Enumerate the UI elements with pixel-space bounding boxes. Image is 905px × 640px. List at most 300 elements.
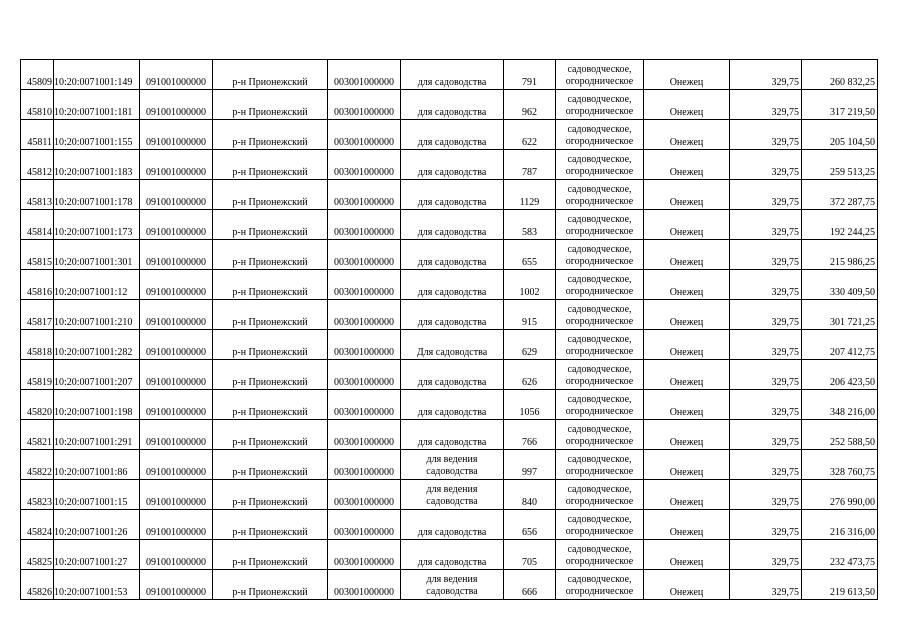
- cadastral-value-cell: [802, 210, 878, 240]
- cadastral-value: 260 832,25: [830, 77, 875, 88]
- row-number: 45825: [27, 557, 52, 568]
- specific-value-cell: [730, 240, 802, 270]
- territory-code-cell: [328, 450, 401, 480]
- cadastral-value-cell: [802, 450, 878, 480]
- use-category-cell: [556, 510, 644, 540]
- territory-code: 003001000000: [334, 287, 394, 298]
- district-name-cell: [213, 300, 328, 330]
- cadastral-value: 216 316,00: [830, 527, 875, 538]
- okato-code-cell: [140, 240, 213, 270]
- table-row: [21, 480, 878, 510]
- specific-value-cell: [730, 150, 802, 180]
- plot-area: 915: [522, 317, 537, 328]
- use-category-cell: [556, 300, 644, 330]
- use-category-cell: [556, 150, 644, 180]
- use-category-cell: [556, 240, 644, 270]
- okato-code-cell: [140, 150, 213, 180]
- specific-value: 329,75: [771, 167, 799, 178]
- use-category: садоводческое, огородническое: [565, 364, 634, 387]
- use-category: садоводческое, огородническое: [565, 454, 634, 477]
- okato-code: 091001000000: [146, 497, 206, 508]
- row-number-cell: [21, 60, 54, 90]
- plot-area: 1129: [519, 197, 540, 208]
- territory-code-cell: [328, 390, 401, 420]
- plot-area: 1056: [519, 407, 540, 418]
- row-number: 45819: [27, 377, 52, 388]
- okato-code: 091001000000: [146, 137, 206, 148]
- plot-area-cell: [504, 360, 556, 390]
- territory-code: 003001000000: [334, 77, 394, 88]
- okato-code: 091001000000: [146, 587, 206, 598]
- row-number: 45822: [27, 467, 52, 478]
- settlement-name: Онежец: [669, 167, 704, 178]
- permitted-use: для садоводства: [417, 527, 487, 538]
- use-category-cell: [556, 450, 644, 480]
- cadastral-value-cell: [802, 150, 878, 180]
- okato-code-cell: [140, 60, 213, 90]
- okato-code-cell: [140, 420, 213, 450]
- okato-code: 091001000000: [146, 107, 206, 118]
- okato-code: 091001000000: [146, 437, 206, 448]
- specific-value: 329,75: [771, 137, 799, 148]
- okato-code-cell: [140, 300, 213, 330]
- okato-code-cell: [140, 390, 213, 420]
- use-category-cell: [556, 360, 644, 390]
- plot-area: 655: [522, 257, 537, 268]
- specific-value-cell: [730, 330, 802, 360]
- district-name-cell: [213, 450, 328, 480]
- territory-code: 003001000000: [334, 407, 394, 418]
- row-number: 45820: [27, 407, 52, 418]
- settlement-name-cell: [644, 90, 730, 120]
- district-name: р-н Прионежский: [232, 137, 308, 148]
- territory-code: 003001000000: [334, 227, 394, 238]
- permitted-use-cell: [401, 300, 504, 330]
- district-name-cell: [213, 120, 328, 150]
- permitted-use: для садоводства: [417, 167, 487, 178]
- plot-area: 656: [522, 527, 537, 538]
- settlement-name-cell: [644, 360, 730, 390]
- use-category-cell: [556, 570, 644, 600]
- district-name-cell: [213, 360, 328, 390]
- settlement-name: Онежец: [669, 497, 704, 508]
- cadastral-number-cell: [54, 360, 140, 390]
- permitted-use-cell: [401, 360, 504, 390]
- permitted-use-cell: [401, 480, 504, 510]
- cadastral-number-cell: [54, 450, 140, 480]
- row-number: 45821: [27, 437, 52, 448]
- row-number: 45813: [27, 197, 52, 208]
- row-number: 45812: [27, 167, 52, 178]
- district-name-cell: [213, 510, 328, 540]
- district-name-cell: [213, 180, 328, 210]
- land-plot-table: [20, 59, 878, 600]
- cadastral-number-cell: [54, 510, 140, 540]
- permitted-use-cell: [401, 510, 504, 540]
- row-number-cell: [21, 390, 54, 420]
- territory-code-cell: [328, 420, 401, 450]
- cadastral-number: 10:20:0071001:183: [54, 167, 133, 178]
- okato-code-cell: [140, 120, 213, 150]
- settlement-name: Онежец: [669, 197, 704, 208]
- permitted-use-cell: [401, 420, 504, 450]
- plot-area-cell: [504, 180, 556, 210]
- district-name-cell: [213, 330, 328, 360]
- row-number: 45811: [27, 137, 52, 148]
- district-name: р-н Прионежский: [232, 77, 308, 88]
- settlement-name: Онежец: [669, 287, 704, 298]
- district-name-cell: [213, 480, 328, 510]
- settlement-name-cell: [644, 300, 730, 330]
- okato-code-cell: [140, 360, 213, 390]
- use-category-cell: [556, 420, 644, 450]
- okato-code-cell: [140, 570, 213, 600]
- district-name: р-н Прионежский: [232, 377, 308, 388]
- plot-area-cell: [504, 270, 556, 300]
- cadastral-number-cell: [54, 120, 140, 150]
- permitted-use: для садоводства: [417, 77, 487, 88]
- cadastral-value: 205 104,50: [830, 137, 875, 148]
- table-row: [21, 240, 878, 270]
- plot-area: 997: [522, 467, 537, 478]
- plot-area-cell: [504, 90, 556, 120]
- row-number-cell: [21, 510, 54, 540]
- settlement-name-cell: [644, 60, 730, 90]
- table-row: [21, 150, 878, 180]
- specific-value: 329,75: [771, 377, 799, 388]
- use-category: садоводческое, огородническое: [565, 64, 634, 87]
- district-name-cell: [213, 210, 328, 240]
- district-name: р-н Прионежский: [232, 437, 308, 448]
- cadastral-number-cell: [54, 330, 140, 360]
- territory-code-cell: [328, 360, 401, 390]
- cadastral-value: 328 760,75: [830, 467, 875, 478]
- use-category-cell: [556, 270, 644, 300]
- plot-area-cell: [504, 330, 556, 360]
- permitted-use-cell: [401, 540, 504, 570]
- cadastral-value: 330 409,50: [830, 287, 875, 298]
- plot-area: 583: [522, 227, 537, 238]
- district-name: р-н Прионежский: [232, 527, 308, 538]
- cadastral-value-cell: [802, 300, 878, 330]
- specific-value: 329,75: [771, 467, 799, 478]
- specific-value: 329,75: [771, 257, 799, 268]
- settlement-name: Онежец: [669, 467, 704, 478]
- cadastral-value-cell: [802, 180, 878, 210]
- table-body: [21, 60, 878, 600]
- district-name: р-н Прионежский: [232, 587, 308, 598]
- plot-area-cell: [504, 420, 556, 450]
- specific-value-cell: [730, 270, 802, 300]
- settlement-name-cell: [644, 450, 730, 480]
- specific-value-cell: [730, 390, 802, 420]
- permitted-use: для ведения садоводства: [426, 454, 478, 477]
- use-category-cell: [556, 90, 644, 120]
- plot-area-cell: [504, 150, 556, 180]
- table-row: [21, 60, 878, 90]
- specific-value-cell: [730, 570, 802, 600]
- row-number: 45810: [27, 107, 52, 118]
- use-category-cell: [556, 120, 644, 150]
- cadastral-number: 10:20:0071001:53: [54, 587, 128, 598]
- territory-code: 003001000000: [334, 347, 394, 358]
- settlement-name: Онежец: [669, 77, 704, 88]
- use-category: садоводческое, огородническое: [565, 244, 634, 267]
- territory-code: 003001000000: [334, 557, 394, 568]
- permitted-use: для ведения садоводства: [426, 574, 478, 597]
- specific-value: 329,75: [771, 197, 799, 208]
- territory-code-cell: [328, 540, 401, 570]
- cadastral-number: 10:20:0071001:26: [54, 527, 128, 538]
- plot-area-cell: [504, 510, 556, 540]
- permitted-use: для садоводства: [417, 197, 487, 208]
- row-number: 45823: [27, 497, 52, 508]
- okato-code: 091001000000: [146, 77, 206, 88]
- permitted-use: Для садоводства: [416, 347, 488, 358]
- use-category: садоводческое, огородническое: [565, 514, 634, 537]
- territory-code: 003001000000: [334, 467, 394, 478]
- use-category: садоводческое, огородническое: [565, 424, 634, 447]
- okato-code: 091001000000: [146, 347, 206, 358]
- permitted-use-cell: [401, 90, 504, 120]
- okato-code: 091001000000: [146, 407, 206, 418]
- territory-code: 003001000000: [334, 107, 394, 118]
- okato-code: 091001000000: [146, 377, 206, 388]
- row-number-cell: [21, 450, 54, 480]
- cadastral-number-cell: [54, 570, 140, 600]
- specific-value-cell: [730, 480, 802, 510]
- use-category-cell: [556, 60, 644, 90]
- cadastral-value: 301 721,25: [830, 317, 875, 328]
- territory-code: 003001000000: [334, 317, 394, 328]
- territory-code: 003001000000: [334, 437, 394, 448]
- cadastral-number: 10:20:0071001:27: [54, 557, 128, 568]
- use-category: садоводческое, огородническое: [565, 574, 634, 597]
- district-name: р-н Прионежский: [232, 107, 308, 118]
- okato-code: 091001000000: [146, 257, 206, 268]
- district-name-cell: [213, 60, 328, 90]
- permitted-use: для садоводства: [417, 137, 487, 148]
- row-number-cell: [21, 330, 54, 360]
- cadastral-number: 10:20:0071001:178: [54, 197, 133, 208]
- cadastral-value: 276 990,00: [830, 497, 875, 508]
- cadastral-number-cell: [54, 390, 140, 420]
- table-row: [21, 120, 878, 150]
- district-name: р-н Прионежский: [232, 197, 308, 208]
- specific-value: 329,75: [771, 527, 799, 538]
- okato-code-cell: [140, 270, 213, 300]
- cadastral-number: 10:20:0071001:149: [54, 77, 133, 88]
- row-number: 45818: [27, 347, 52, 358]
- plot-area: 622: [522, 137, 537, 148]
- territory-code-cell: [328, 120, 401, 150]
- row-number-cell: [21, 120, 54, 150]
- table-row: [21, 540, 878, 570]
- cadastral-number-cell: [54, 90, 140, 120]
- territory-code: 003001000000: [334, 587, 394, 598]
- cadastral-value-cell: [802, 240, 878, 270]
- specific-value-cell: [730, 90, 802, 120]
- specific-value-cell: [730, 420, 802, 450]
- cadastral-number: 10:20:0071001:282: [54, 347, 133, 358]
- okato-code: 091001000000: [146, 167, 206, 178]
- okato-code-cell: [140, 480, 213, 510]
- specific-value-cell: [730, 540, 802, 570]
- settlement-name: Онежец: [669, 557, 704, 568]
- use-category: садоводческое, огородническое: [565, 94, 634, 117]
- district-name: р-н Прионежский: [232, 497, 308, 508]
- settlement-name: Онежец: [669, 227, 704, 238]
- permitted-use: для садоводства: [417, 377, 487, 388]
- specific-value-cell: [730, 360, 802, 390]
- row-number-cell: [21, 300, 54, 330]
- settlement-name: Онежец: [669, 527, 704, 538]
- cadastral-number: 10:20:0071001:86: [54, 467, 128, 478]
- territory-code-cell: [328, 510, 401, 540]
- district-name: р-н Прионежский: [232, 557, 308, 568]
- district-name-cell: [213, 570, 328, 600]
- specific-value: 329,75: [771, 227, 799, 238]
- specific-value-cell: [730, 450, 802, 480]
- cadastral-value: 207 412,75: [830, 347, 875, 358]
- settlement-name-cell: [644, 180, 730, 210]
- district-name: р-н Прионежский: [232, 257, 308, 268]
- territory-code: 003001000000: [334, 497, 394, 508]
- territory-code-cell: [328, 150, 401, 180]
- settlement-name: Онежец: [669, 317, 704, 328]
- row-number-cell: [21, 360, 54, 390]
- use-category-cell: [556, 180, 644, 210]
- district-name: р-н Прионежский: [232, 347, 308, 358]
- plot-area: 962: [522, 107, 537, 118]
- district-name-cell: [213, 540, 328, 570]
- plot-area-cell: [504, 570, 556, 600]
- permitted-use: для садоводства: [417, 557, 487, 568]
- okato-code-cell: [140, 330, 213, 360]
- district-name: р-н Прионежский: [232, 317, 308, 328]
- cadastral-number-cell: [54, 180, 140, 210]
- territory-code: 003001000000: [334, 527, 394, 538]
- table-row: [21, 90, 878, 120]
- row-number: 45815: [27, 257, 52, 268]
- cadastral-value: 192 244,25: [830, 227, 875, 238]
- settlement-name-cell: [644, 150, 730, 180]
- plot-area: 787: [522, 167, 537, 178]
- cadastral-number: 10:20:0071001:155: [54, 137, 133, 148]
- table-row: [21, 300, 878, 330]
- permitted-use: для садоводства: [417, 107, 487, 118]
- plot-area: 1002: [519, 287, 540, 298]
- settlement-name-cell: [644, 330, 730, 360]
- district-name: р-н Прионежский: [232, 167, 308, 178]
- okato-code-cell: [140, 180, 213, 210]
- specific-value: 329,75: [771, 107, 799, 118]
- plot-area: 629: [522, 347, 537, 358]
- use-category-cell: [556, 330, 644, 360]
- use-category-cell: [556, 210, 644, 240]
- cadastral-value-cell: [802, 540, 878, 570]
- document-page: [20, 59, 878, 600]
- okato-code: 091001000000: [146, 197, 206, 208]
- okato-code-cell: [140, 450, 213, 480]
- district-name: р-н Прионежский: [232, 467, 308, 478]
- settlement-name: Онежец: [669, 257, 704, 268]
- okato-code-cell: [140, 210, 213, 240]
- cadastral-number: 10:20:0071001:181: [54, 107, 133, 118]
- permitted-use-cell: [401, 210, 504, 240]
- territory-code: 003001000000: [334, 137, 394, 148]
- settlement-name: Онежец: [669, 347, 704, 358]
- plot-area-cell: [504, 390, 556, 420]
- cadastral-value: 219 613,50: [830, 587, 875, 598]
- territory-code-cell: [328, 60, 401, 90]
- plot-area: 840: [522, 497, 537, 508]
- district-name: р-н Прионежский: [232, 407, 308, 418]
- use-category: садоводческое, огородническое: [565, 304, 634, 327]
- district-name-cell: [213, 390, 328, 420]
- cadastral-value-cell: [802, 60, 878, 90]
- use-category: садоводческое, огородническое: [565, 184, 634, 207]
- permitted-use: для садоводства: [417, 287, 487, 298]
- table-row: [21, 360, 878, 390]
- settlement-name-cell: [644, 510, 730, 540]
- permitted-use: для ведения садоводства: [426, 484, 478, 507]
- settlement-name: Онежец: [669, 107, 704, 118]
- specific-value-cell: [730, 60, 802, 90]
- permitted-use: для садоводства: [417, 437, 487, 448]
- specific-value: 329,75: [771, 407, 799, 418]
- use-category: садоводческое, огородническое: [565, 544, 634, 567]
- permitted-use: для садоводства: [417, 227, 487, 238]
- territory-code-cell: [328, 480, 401, 510]
- okato-code-cell: [140, 540, 213, 570]
- plot-area-cell: [504, 120, 556, 150]
- district-name: р-н Прионежский: [232, 287, 308, 298]
- specific-value: 329,75: [771, 317, 799, 328]
- territory-code: 003001000000: [334, 377, 394, 388]
- plot-area: 626: [522, 377, 537, 388]
- cadastral-number: 10:20:0071001:301: [54, 257, 133, 268]
- cadastral-number: 10:20:0071001:198: [54, 407, 133, 418]
- settlement-name: Онежец: [669, 437, 704, 448]
- specific-value: 329,75: [771, 287, 799, 298]
- table-row: [21, 210, 878, 240]
- permitted-use: для садоводства: [417, 257, 487, 268]
- use-category: садоводческое, огородническое: [565, 214, 634, 237]
- table-row: [21, 330, 878, 360]
- cadastral-number: 10:20:0071001:207: [54, 377, 133, 388]
- district-name-cell: [213, 270, 328, 300]
- okato-code: 091001000000: [146, 527, 206, 538]
- permitted-use: для садоводства: [417, 407, 487, 418]
- use-category: садоводческое, огородническое: [565, 274, 634, 297]
- territory-code-cell: [328, 300, 401, 330]
- specific-value-cell: [730, 300, 802, 330]
- permitted-use-cell: [401, 240, 504, 270]
- table-row: [21, 270, 878, 300]
- cadastral-value-cell: [802, 480, 878, 510]
- row-number-cell: [21, 150, 54, 180]
- territory-code-cell: [328, 240, 401, 270]
- plot-area-cell: [504, 300, 556, 330]
- specific-value-cell: [730, 510, 802, 540]
- settlement-name: Онежец: [669, 587, 704, 598]
- cadastral-value: 372 287,75: [830, 197, 875, 208]
- specific-value: 329,75: [771, 557, 799, 568]
- specific-value-cell: [730, 120, 802, 150]
- plot-area-cell: [504, 240, 556, 270]
- table-row: [21, 450, 878, 480]
